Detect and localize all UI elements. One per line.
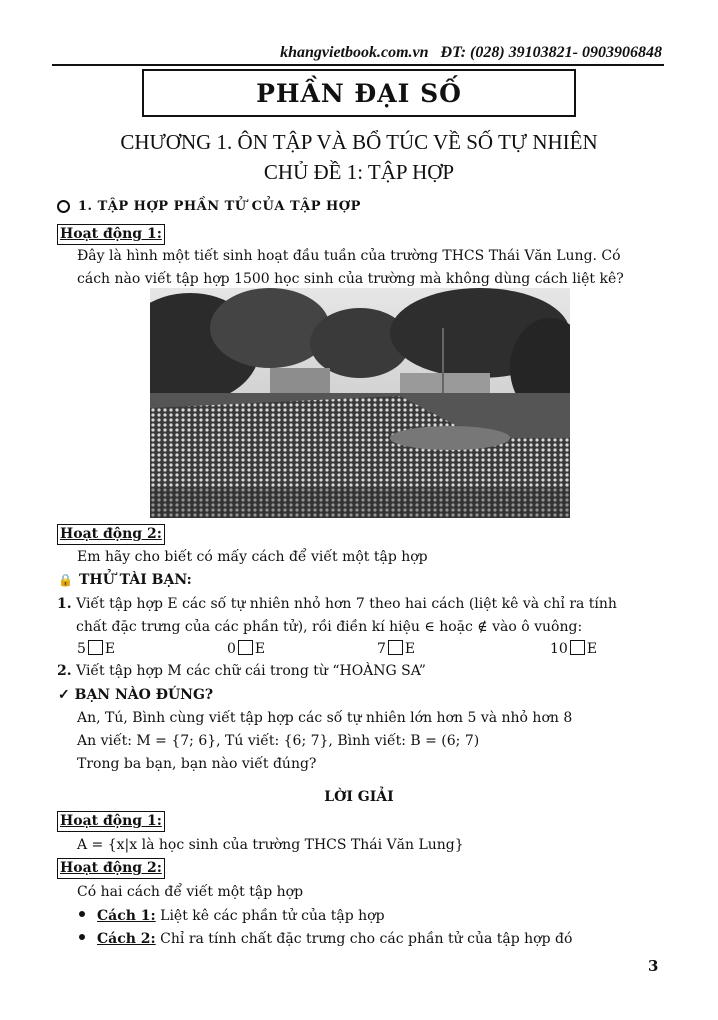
challenge-item-2: 2. Viết tập hợp M các chữ cái trong từ “HOÀNG SA” bbox=[57, 663, 426, 679]
section-heading: 1. TẬP HỢP PHẦN TỬ CỦA TẬP HỢP bbox=[57, 199, 361, 214]
challenge-item-1: 1. Viết tập hợp E các số tự nhiên nhỏ hơn 7 theo hai cách (liệt kê và chỉ ra tính chất đặc trưng của các phần tử), rồi điền kí hiệu ∈ hoặc ∉ vào ô vuông: bbox=[57, 596, 617, 635]
header-website: khangvietbook.com.vn bbox=[280, 44, 429, 61]
bullet-icon bbox=[79, 934, 85, 940]
who-right-text: An, Tú, Bình cùng viết tập hợp các số tự nhiên lớn hơn 5 và nhỏ hơn 8 An viết: M = {7; 6}, Tú viết: {6; 7}, Bình viết: B = (6; 7) Trong ba bạn, bạn nào viết đúng? bbox=[77, 710, 573, 772]
answer-box[interactable] bbox=[88, 640, 103, 655]
fill-item-4: 10 E bbox=[550, 641, 598, 657]
solution-heading: LỜI GIẢI bbox=[324, 789, 394, 805]
activity1-text: Đây là hình một tiết sinh hoạt đầu tuần của trường THCS Thái Văn Lung. Có cách nào viết tập hợp 1500 học sinh của trường mà không dùng cách liệt kê? bbox=[77, 248, 624, 287]
header-phone: ĐT: (028) 39103821- 0903906848 bbox=[440, 44, 662, 61]
page-number: 3 bbox=[648, 957, 659, 975]
chapter-title: CHƯƠNG 1. ÔN TẬP VÀ BỔ TÚC VỀ SỐ TỰ NHIÊN bbox=[120, 130, 598, 154]
solution-activity1-label: Hoạt động 1: bbox=[57, 811, 165, 832]
list-item: Cách 2: Chỉ ra tính chất đặc trưng cho các phần tử của tập hợp đó bbox=[79, 928, 572, 951]
fill-item-2: 0 E bbox=[227, 641, 266, 657]
answer-box[interactable] bbox=[238, 640, 253, 655]
fill-item-3: 7 E bbox=[377, 641, 416, 657]
activity1-label: Hoạt động 1: bbox=[57, 224, 165, 245]
activity2-text: Em hãy cho biết có mấy cách để viết một tập hợp bbox=[77, 549, 428, 565]
header-rule bbox=[52, 64, 664, 66]
list-item: Cách 1: Liệt kê các phần tử của tập hợp bbox=[79, 905, 385, 928]
topic-title: CHỦ ĐỀ 1: TẬP HỢP bbox=[263, 160, 455, 184]
fill-item-1: 5 E bbox=[77, 641, 116, 657]
school-assembly-photo bbox=[150, 288, 570, 518]
solution-activity2-text: Có hai cách để viết một tập hợp bbox=[77, 884, 304, 900]
lock-icon: 🔒 bbox=[58, 573, 73, 587]
part-title-box bbox=[142, 69, 576, 117]
challenge-heading: 🔒 THỬ TÀI BẠN: bbox=[58, 569, 192, 592]
solution-activity1-text: A = {x|x là học sinh của trường THCS Thái Văn Lung} bbox=[77, 837, 464, 853]
solution-activity2-label: Hoạt động 2: bbox=[57, 858, 165, 879]
answer-box[interactable] bbox=[570, 640, 585, 655]
page-header bbox=[52, 44, 662, 62]
bullet-icon bbox=[79, 911, 85, 917]
who-right-heading: ✓ BẠN NÀO ĐÚNG? bbox=[58, 687, 214, 703]
answer-box[interactable] bbox=[388, 640, 403, 655]
check-icon: ✓ bbox=[58, 687, 70, 703]
circle-bullet-icon bbox=[57, 200, 70, 213]
activity2-label: Hoạt động 2: bbox=[57, 524, 165, 545]
part-title: PHẦN ĐẠI SỐ bbox=[256, 78, 462, 108]
